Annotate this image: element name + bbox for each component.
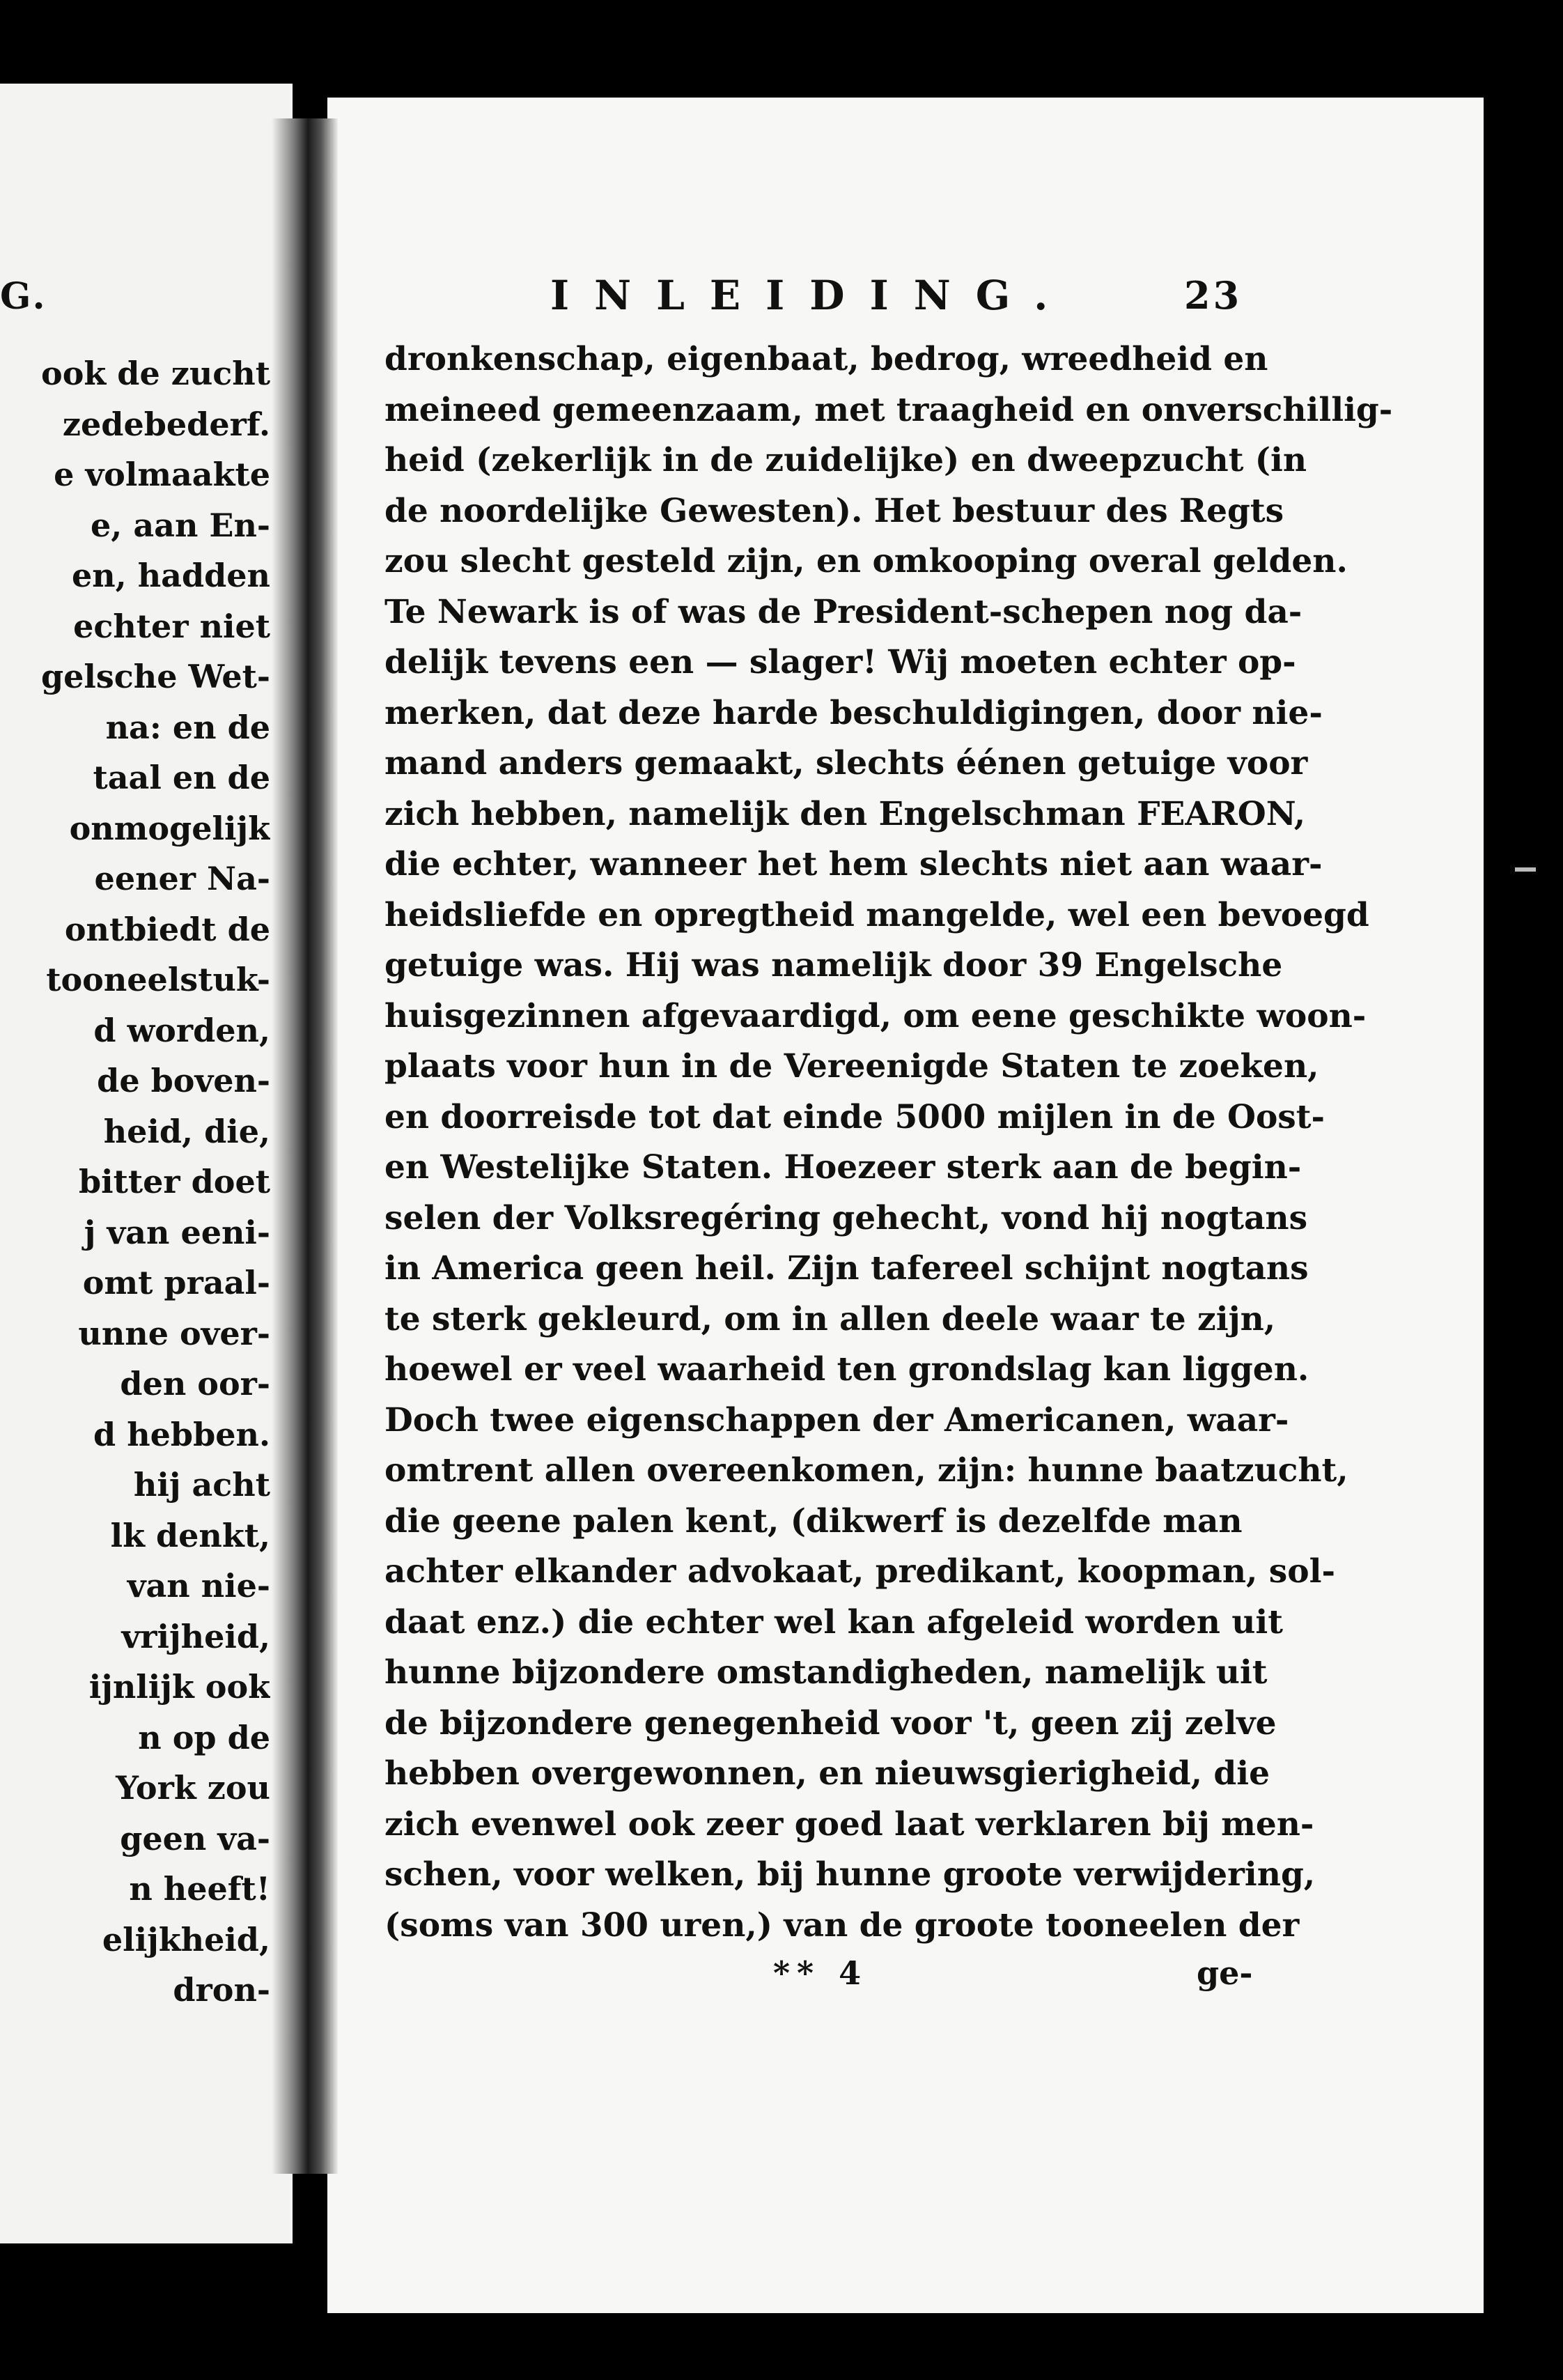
text-line: achter elkander advokaat, predikant, koopman, sol- xyxy=(384,1552,1335,1591)
text-line: getuige was. Hij was namelijk door 39 Engelsche xyxy=(384,946,1283,984)
text-line: dronkenschap, eigenbaat, bedrog, wreedheid en xyxy=(384,340,1268,378)
left-text-line: n op de xyxy=(138,1718,270,1756)
left-text-line: onmogelijk xyxy=(69,809,270,847)
left-text-line: hij acht xyxy=(133,1466,270,1504)
left-running-head: G. xyxy=(0,275,48,318)
scan-border-bottom xyxy=(0,2313,1563,2380)
left-text-line: na: en de xyxy=(105,708,270,746)
left-text-line: eener Na- xyxy=(94,860,270,897)
text-line: merken, dat deze harde beschuldigingen, door nie- xyxy=(384,693,1323,732)
text-line: huisgezinnen afgevaardigd, om eene geschikte woon- xyxy=(384,996,1367,1035)
left-text-line: d worden, xyxy=(93,1011,270,1049)
left-text-line: van nie- xyxy=(127,1567,270,1605)
left-text-line: n heeft! xyxy=(129,1870,270,1908)
text-line: hoewel er veel waarheid ten grondslag kan liggen. xyxy=(384,1350,1309,1389)
left-text-line: elijkheid, xyxy=(102,1920,270,1958)
text-line: selen der Volksregéring gehecht, vond hij nogtans xyxy=(384,1198,1308,1237)
text-line: Te Newark is of was de President-schepen nog da- xyxy=(384,592,1302,631)
text-line: de bijzondere genegenheid voor 't, geen zij zelve xyxy=(384,1703,1277,1742)
text-line: hebben overgewonnen, en nieuwsgierigheid, die xyxy=(384,1754,1270,1793)
text-line: de noordelijke Gewesten). Het bestuur des Regts xyxy=(384,491,1284,530)
text-line: Doch twee eigenschappen der Americanen, waar- xyxy=(384,1400,1289,1439)
left-text-line: York zou xyxy=(116,1769,270,1807)
left-page-text xyxy=(0,348,270,2016)
left-text-line: geen va- xyxy=(120,1819,270,1857)
text-line: plaats voor hun in de Vereenigde Staten te zoeken, xyxy=(384,1047,1319,1085)
text-line: zich evenwel ook zeer goed laat verklaren bij men- xyxy=(384,1805,1314,1844)
text-line: schen, voor welken, bij hunne groote verwijdering, xyxy=(384,1855,1316,1894)
text-line: en doorreisde tot dat einde 5000 mijlen in de Oost- xyxy=(384,1097,1325,1136)
left-text-line: de boven- xyxy=(97,1062,270,1099)
text-line: zich hebben, namelijk den Engelschman FEARON, xyxy=(384,794,1306,833)
text-line: hunne bijzondere omstandigheden, namelijk uit xyxy=(384,1653,1268,1692)
left-text-line: lk denkt, xyxy=(110,1516,270,1554)
signature-mark: ** 4 xyxy=(773,1954,869,1992)
left-text-line: bitter doet xyxy=(78,1163,270,1200)
left-text-line: vrijheid, xyxy=(121,1617,270,1655)
text-line: en Westelijke Staten. Hoezeer sterk aan de begin- xyxy=(384,1148,1302,1187)
left-text-line: d hebben. xyxy=(93,1415,270,1453)
text-line: heidsliefde en opregtheid mangelde, wel een bevoegd xyxy=(384,895,1369,934)
text-line: delijk tevens een — slager! Wij moeten echter op- xyxy=(384,643,1296,681)
scan-speck xyxy=(1515,867,1536,872)
text-line: te sterk gekleurd, om in allen deele waar te zijn, xyxy=(384,1299,1276,1338)
text-line: die echter, wanneer het hem slechts niet aan waar- xyxy=(384,845,1323,883)
text-line: omtrent allen overeenkomen, zijn: hunne baatzucht, xyxy=(384,1451,1348,1490)
text-line: (soms van 300 uren,) van de groote tooneelen der xyxy=(384,1906,1300,1945)
book-gutter xyxy=(272,118,338,2174)
text-line: die geene palen kent, (dikwerf is dezelfde man xyxy=(384,1501,1243,1540)
text-line: zou slecht gesteld zijn, en omkooping overal gelden. xyxy=(384,542,1348,580)
text-line: meineed gemeenzaam, met traagheid en onverschillig- xyxy=(384,390,1393,429)
left-text-line: zedebederf. xyxy=(62,405,270,443)
left-text-line: j van eeni- xyxy=(84,1213,270,1251)
left-text-line: ook de zucht xyxy=(41,355,270,392)
left-text-line: gelsche Wet- xyxy=(40,658,270,695)
left-text-line: e, aan En- xyxy=(91,506,270,544)
left-text-line: dron- xyxy=(173,1971,270,2009)
left-text-line: heid, die, xyxy=(103,1112,270,1150)
left-text-line: en, hadden xyxy=(71,557,270,594)
left-text-line: echter niet xyxy=(73,607,270,645)
left-text-line: omt praal- xyxy=(82,1264,270,1301)
text-line: in America geen heil. Zijn tafereel schijnt nogtans xyxy=(384,1249,1309,1288)
text-line: mand anders gemaakt, slechts éénen getuige voor xyxy=(384,744,1308,782)
left-text-line: e volmaakte xyxy=(54,456,270,493)
left-text-line: den oor- xyxy=(120,1365,270,1402)
text-line: daat enz.) die echter wel kan afgeleid worden uit xyxy=(384,1602,1283,1641)
text-line: heid (zekerlijk in de zuidelijke) en dweepzucht (in xyxy=(384,441,1307,479)
left-text-line: tooneelstuk- xyxy=(46,961,270,998)
running-head: INLEIDING. xyxy=(550,272,1073,319)
page-number: 23 xyxy=(1184,273,1243,318)
left-text-line: ijnlijk ook xyxy=(88,1668,270,1706)
scan-border-right xyxy=(1484,98,1563,2380)
scan-border-top xyxy=(0,0,1563,91)
body-text xyxy=(384,334,1393,1951)
left-text-line: ontbiedt de xyxy=(64,910,270,948)
catchword: ge- xyxy=(1197,1954,1253,1992)
left-text-line: unne over- xyxy=(78,1314,270,1352)
left-text-line: taal en de xyxy=(93,759,270,796)
